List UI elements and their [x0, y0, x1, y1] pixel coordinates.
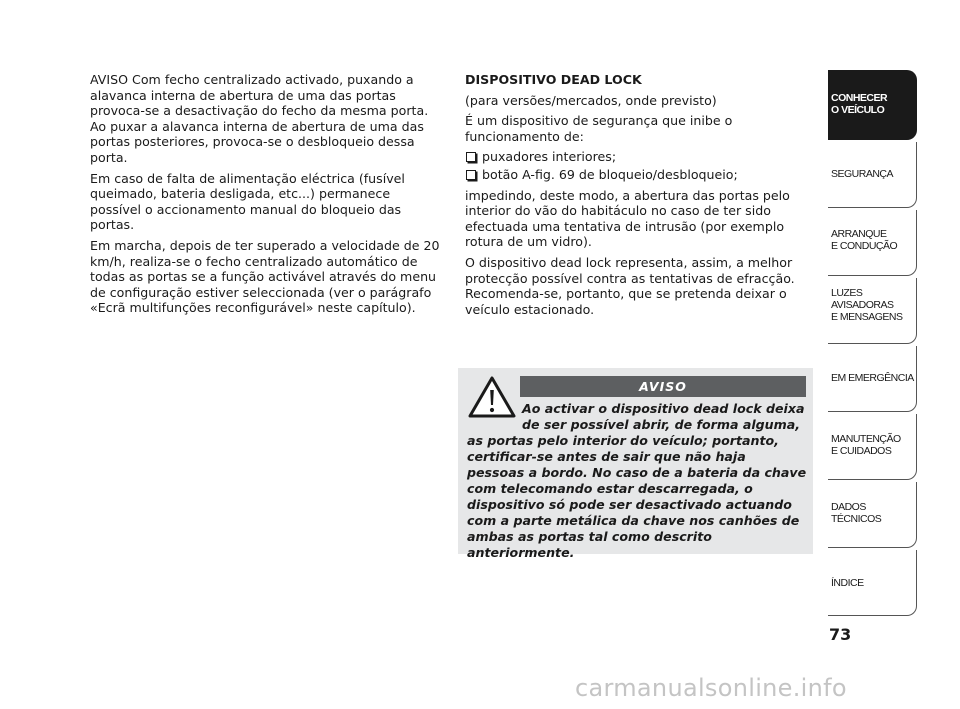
tab-label: O VEÍCULO [831, 104, 885, 116]
warning-text-first: Ao activar o dispositivo dead lock deixa de ser possível abrir, de forma alguma, [522, 401, 805, 432]
paragraph-central-locking: AVISO Com fecho centralizado activado, puxando a alavanca interna de abertura de uma das portas provoca-se a desactivação do fecho da mesma porta. Ao puxar a alavanca interna de abertura de uma das portas posteriores, provoca-se o desbloqueio dessa porta. [90, 72, 429, 165]
warning-text-rest: as portas pelo interior do veículo; portanto, certificar-se antes de sair que não haja pessoas a bordo. No caso de a bateria da chave com telecomando estar descarregada, o dispositivo só pode ser desactivado actuando com a parte metálica da chave nos canhões de ambas as portas tal como descrito anteriormente. [467, 433, 807, 560]
tab-label: E CONDUÇÃO [831, 240, 898, 252]
tab-label: SEGURANÇA [831, 168, 894, 180]
tab-label: E MENSAGENS [831, 311, 903, 323]
warning-box [458, 368, 813, 560]
chapter-tabs [828, 70, 918, 620]
bullet-list [465, 149, 805, 182]
tab-label: CONHECER [831, 92, 888, 104]
tab-label: TÉCNICOS [831, 513, 882, 525]
tab-arranque-e-conducao[interactable] [828, 210, 917, 276]
tab-conhecer-o-veiculo[interactable] [828, 70, 917, 140]
tab-indice[interactable] [828, 550, 917, 616]
paragraph-auto-lock: Em marcha, depois de ter superado a velocidade de 20 km/h, realiza-se o fecho centralizado automático de todas as portas se a função activável através do menu de configuração estiver seleccionada (ver o parágrafo «Ecrã multifunções reconfigurável» neste capítulo). [90, 237, 440, 316]
section-subheading: (para versões/mercados, onde previsto) [465, 92, 717, 108]
tab-label: ÍNDICE [831, 577, 864, 589]
watermark: carmanualsonline.info [575, 674, 847, 702]
right-column [465, 72, 805, 322]
tab-label: MANUTENÇÃO [831, 433, 901, 445]
tab-seguranca[interactable] [828, 142, 917, 208]
paragraph-intro: É um dispositivo de segurança que inibe o funcionamento de: [465, 113, 733, 144]
tab-label: ARRANQUE [831, 228, 887, 240]
tab-label: LUZES [831, 287, 863, 299]
warning-title: AVISO [520, 376, 806, 397]
paragraph-protection: O dispositivo dead lock representa, assim, a melhor protecção possível contra as tentativas de efracção. Recomenda-se, portanto, que se pretenda deixar o veículo estacionado. [465, 254, 795, 317]
tab-em-emergencia[interactable] [828, 346, 917, 412]
section-heading: DISPOSITIVO DEAD LOCK [465, 72, 642, 87]
tab-label: AVISADORAS [831, 299, 894, 311]
page-number: 73 [829, 625, 852, 644]
left-column [90, 72, 442, 321]
tab-label: E CUIDADOS [831, 445, 892, 457]
paragraph-intrusion: impedindo, deste modo, a abertura das portas pelo interior do vão do habitáculo no caso de ter sido efectuada uma tentativa de intrusão (por exemplo rotura de um vidro). [465, 187, 790, 250]
warning-text [467, 401, 807, 561]
list-item: puxadores interiores; [465, 149, 805, 165]
tab-dados-tecnicos[interactable] [828, 482, 917, 548]
tab-label: DADOS [831, 501, 866, 513]
tab-luzes-avisadoras[interactable] [828, 278, 917, 344]
paragraph-power-failure: Em caso de falta de alimentação eléctrica (fusível queimado, bateria desligada, etc...) permanece possível o accionamento manual do bloqueio das portas. [90, 170, 405, 233]
tab-label: EM EMERGÊNCIA [831, 372, 914, 384]
list-item: botão A-fig. 69 de bloqueio/desbloqueio; [465, 167, 805, 183]
tab-manutencao-e-cuidados[interactable] [828, 414, 917, 480]
